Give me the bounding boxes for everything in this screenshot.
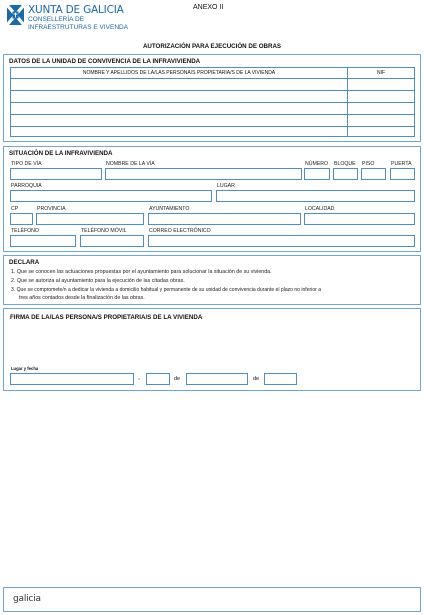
place-date-label: Lugar y fecha [11, 366, 39, 371]
puerta-label: PUERTA [391, 161, 412, 167]
signature-section [3, 308, 421, 391]
place-input[interactable] [10, 373, 134, 385]
localidad-label: LOCALIDAD [305, 206, 335, 212]
department-line-2: INFRAESTRUTURAS E VIVENDA [28, 24, 129, 31]
nif-column-label: NIF [376, 70, 386, 76]
household-row-1 [11, 79, 414, 91]
declara-item-3-line-2: tres años contados desde la finalización de las obras. [19, 295, 145, 301]
declara-item-1: 1. Que se conocen las actuaciones propuestas por el ayuntamiento para solucionar la situación de su vivienda. [11, 269, 272, 275]
owner-name-input[interactable] [11, 115, 348, 126]
nombre-via-input[interactable] [105, 168, 302, 180]
xunta-coat-of-arms-logo [7, 5, 24, 25]
owner-name-input[interactable] [11, 91, 348, 102]
declara-item-2: 2. Que se autoriza al ayuntamiento para la ejecución de las citadas obras. [11, 278, 185, 284]
org-name: XUNTA DE GALICIA [28, 4, 124, 16]
nif-column-header [348, 68, 414, 78]
correo-input[interactable] [148, 235, 415, 247]
bloque-label: BLOQUE [334, 161, 356, 167]
puerta-input[interactable] [390, 168, 415, 180]
owner-nif-input[interactable] [348, 103, 414, 114]
ayuntamiento-input[interactable] [148, 213, 301, 225]
annex-label: ANEXO II [193, 4, 224, 11]
department-line-1: CONSELLERÍA DE [28, 16, 84, 23]
declara-item-3-line-1: 3. Que se compromete/n a dedicar la vivienda a domicilio habitual y permanente de su unidad de convivencia durante el plazo no inferior a [11, 287, 322, 293]
month-input[interactable] [186, 373, 248, 385]
lugar-label: LUGAR [217, 183, 235, 189]
household-row-4 [11, 115, 414, 127]
parroquia-input[interactable] [10, 190, 212, 202]
owner-names-column-label: NOMBRE Y APELLIDOS DE LA/LAS PERSONA/S PROPIETARIA/S DE LA VIVIENDA [82, 70, 276, 76]
tipo-via-label: TIPO DE VÍA [11, 161, 42, 167]
household-table [10, 67, 415, 137]
owner-nif-input[interactable] [348, 79, 414, 90]
de-separator-2: de [253, 376, 260, 382]
cp-label: CP [11, 206, 19, 212]
ayuntamiento-label: AYUNTAMIENTO [149, 206, 190, 212]
household-section [3, 54, 421, 142]
parroquia-label: PARROQUIA [11, 183, 42, 189]
household-row-2 [11, 91, 414, 103]
lugar-input[interactable] [216, 190, 415, 202]
owner-name-input[interactable] [11, 127, 348, 136]
provincia-input[interactable] [36, 213, 144, 225]
signature-section-title: FIRMA DE LA/LAS PERSONA/S PROPIETARIA/S DE LA VIVIENDA [10, 314, 203, 321]
household-row-5 [11, 127, 414, 136]
tipo-via-input[interactable] [10, 168, 102, 180]
owner-nif-input[interactable] [348, 91, 414, 102]
telefono-movil-input[interactable] [80, 235, 144, 247]
household-row-3 [11, 103, 414, 115]
situation-section [3, 146, 421, 252]
numero-input[interactable] [304, 168, 330, 180]
owner-name-input[interactable] [11, 103, 348, 114]
household-table-header-row [11, 68, 414, 79]
footer-band [3, 587, 421, 612]
cp-input[interactable] [10, 213, 33, 225]
year-input[interactable] [264, 373, 297, 385]
owner-names-column-header [11, 68, 348, 78]
bloque-input[interactable] [333, 168, 358, 180]
numero-label: NÚMERO [305, 161, 329, 167]
day-input[interactable] [146, 373, 170, 385]
telefono-label: TELÉFONO [11, 228, 39, 234]
situation-section-title: SITUACIÓN DE LA INFRAVIVIENDA [9, 150, 113, 157]
piso-label: PISO [362, 161, 375, 167]
household-section-title: DATOS DE LA UNIDAD DE CONVIVENCIA DE LA INFRAVIVIENDA [9, 58, 201, 65]
comma-separator: , [138, 374, 140, 381]
galicia-brand-logo: galicia [13, 594, 41, 604]
owner-nif-input[interactable] [348, 127, 414, 136]
declara-section-title: DECLARA [9, 259, 40, 266]
owner-nif-input[interactable] [348, 115, 414, 126]
document-title: AUTORIZACIÓN PARA EJECUCIÓN DE OBRAS [142, 43, 282, 50]
localidad-input[interactable] [304, 213, 415, 225]
declara-section [3, 255, 421, 305]
telefono-movil-label: TELÉFONO MÓVIL [81, 228, 127, 234]
de-separator-1: de [174, 376, 181, 382]
correo-label: CORREO ELECTRÓNICO [149, 228, 211, 234]
piso-input[interactable] [361, 168, 386, 180]
nombre-via-label: NOMBRE DE LA VÍA [106, 161, 155, 167]
provincia-label: PROVINCIA [37, 206, 66, 212]
owner-name-input[interactable] [11, 79, 348, 90]
telefono-input[interactable] [10, 235, 76, 247]
